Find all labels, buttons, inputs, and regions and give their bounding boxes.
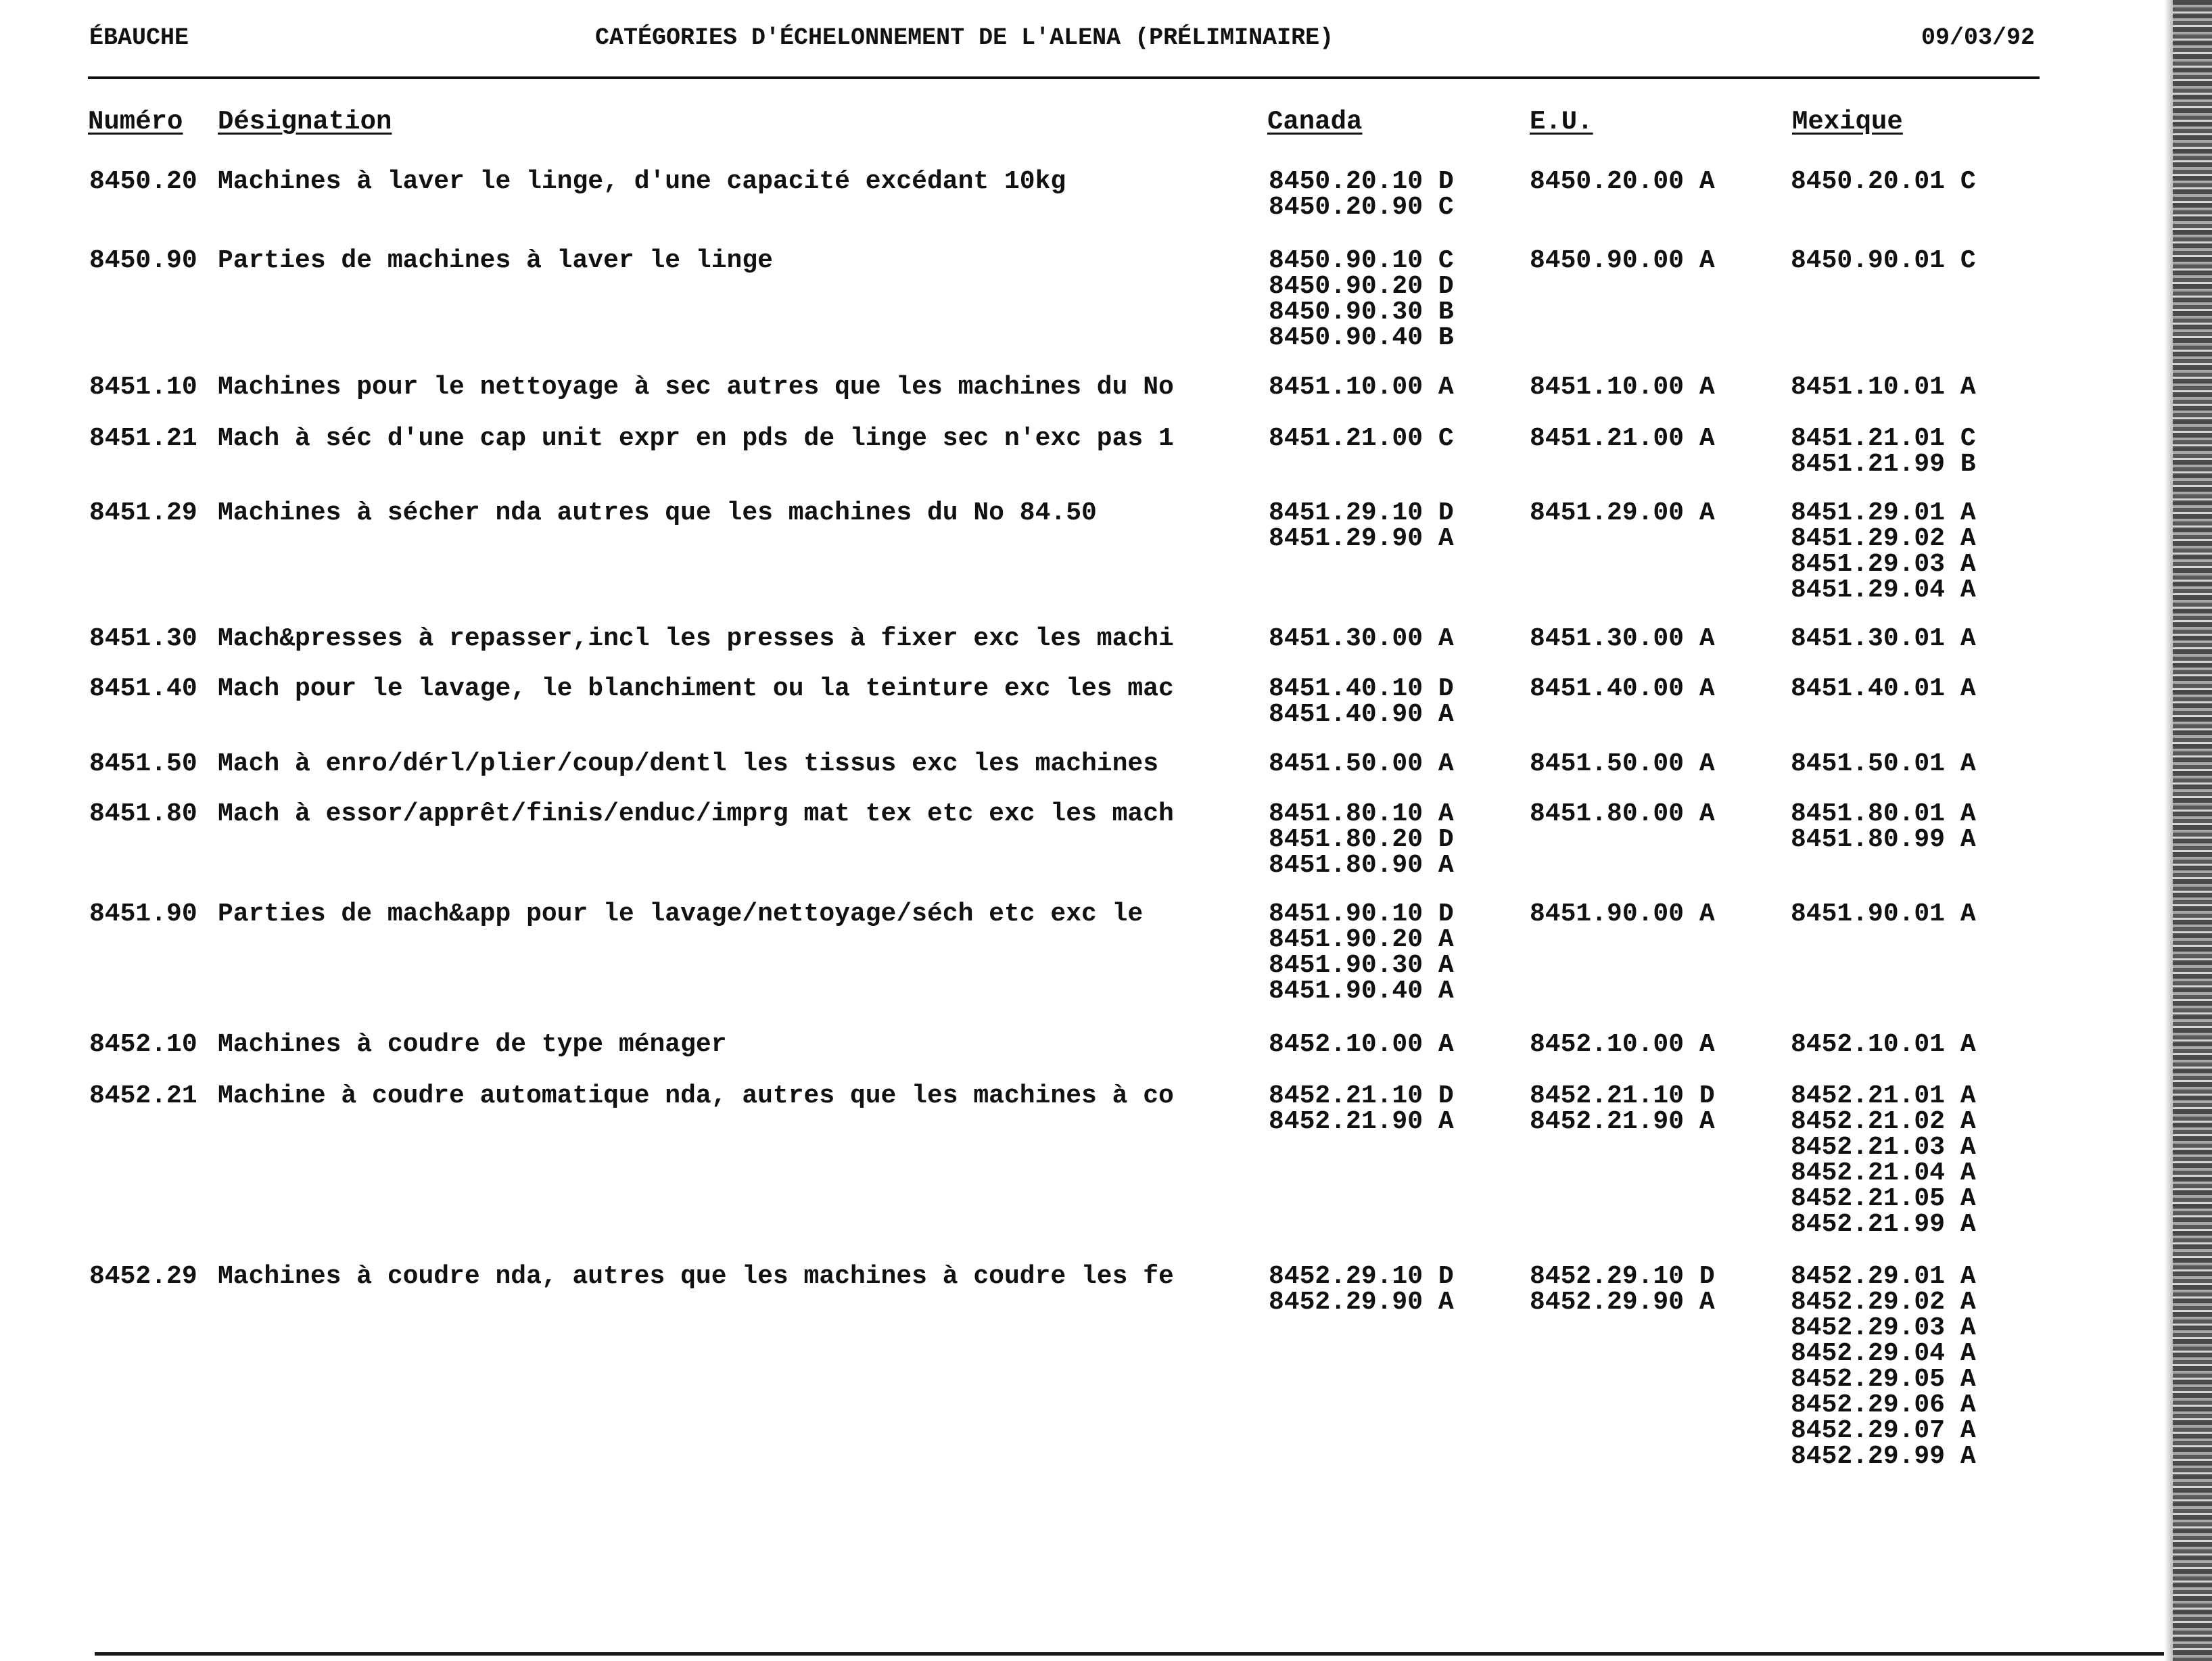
row-canada-codes [1269,500,1454,552]
canada-code: 8450.90.40 B [1269,323,1454,352]
row-mexique-codes [1791,375,1976,400]
row-mexique-codes [1791,1083,1976,1238]
row-numero: 8451.80 [89,799,197,828]
row-designation: Machine à coudre automatique nda, autres que les machines à co [218,1081,1174,1110]
row-numero: 8450.20 [89,167,197,196]
mexique-code: 8452.21.02 A [1791,1107,1976,1136]
canada-code: 8451.29.10 D [1269,498,1454,528]
row-canada-codes [1269,676,1454,728]
eu-code: 8451.29.00 A [1530,498,1715,528]
row-numero: 8451.90 [89,899,197,929]
mexique-code: 8452.21.01 A [1791,1081,1976,1110]
mexique-code: 8451.21.99 B [1791,450,1976,479]
row-designation: Mach à séc d'une cap unit expr en pds de linge sec n'exc pas 1 [218,424,1174,453]
mexique-code: 8452.29.06 A [1791,1390,1976,1420]
mexique-code: 8451.50.01 A [1791,749,1976,778]
document-date: 09/03/92 [1921,24,2035,51]
row-numero: 8452.21 [89,1081,197,1110]
mexique-code: 8452.21.03 A [1791,1133,1976,1162]
row-mexique-codes [1791,801,1976,853]
row-mexique-codes [1791,248,1976,274]
row-eu-codes [1530,751,1715,777]
mexique-code: 8451.29.02 A [1791,524,1976,553]
canada-code: 8451.80.90 A [1269,851,1454,880]
canada-code: 8451.80.20 D [1269,825,1454,854]
row-mexique-codes [1791,751,1976,777]
eu-code: 8450.20.00 A [1530,167,1715,196]
canada-code: 8452.29.10 D [1269,1262,1454,1291]
column-header-canada: Canada [1267,107,1363,137]
header-rule [88,76,2040,79]
row-mexique-codes [1791,500,1976,603]
row-eu-codes [1530,426,1715,452]
canada-code: 8451.21.00 C [1269,424,1454,453]
mexique-code: 8451.80.99 A [1791,825,1976,854]
eu-code: 8452.29.90 A [1530,1288,1715,1317]
canada-code: 8451.10.00 A [1269,373,1454,402]
row-numero: 8451.50 [89,749,197,778]
eu-code: 8451.30.00 A [1530,624,1715,653]
row-designation: Machines à coudre de type ménager [218,1030,727,1059]
row-designation: Parties de machines à laver le linge [218,246,773,275]
canada-code: 8452.10.00 A [1269,1030,1454,1059]
mexique-code: 8452.21.99 A [1791,1210,1976,1239]
row-designation: Mach pour le lavage, le blanchiment ou la teinture exc les mac [218,674,1174,703]
eu-code: 8452.21.90 A [1530,1107,1715,1136]
mexique-code: 8450.90.01 C [1791,246,1976,275]
canada-code: 8451.90.10 D [1269,899,1454,929]
row-designation: Machines à sécher nda autres que les machines du No 84.50 [218,498,1097,528]
document-title: CATÉGORIES D'ÉCHELONNEMENT DE L'ALENA (PRÉLIMINAIRE) [595,24,1334,51]
row-eu-codes [1530,375,1715,400]
canada-code: 8450.90.30 B [1269,298,1454,327]
row-canada-codes [1269,375,1454,400]
canada-code: 8451.90.40 A [1269,977,1454,1006]
canada-code: 8450.90.20 D [1269,272,1454,301]
canada-code: 8451.40.10 D [1269,674,1454,703]
eu-code: 8451.80.00 A [1530,799,1715,828]
canada-code: 8450.20.90 C [1269,193,1454,222]
row-canada-codes [1269,899,1454,1006]
mexique-code: 8452.29.05 A [1791,1365,1976,1394]
mexique-code: 8452.29.99 A [1791,1442,1976,1471]
row-numero: 8451.21 [89,424,197,453]
mexique-code: 8452.29.07 A [1791,1416,1976,1445]
row-designation: Mach&presses à repasser,incl les presses à fixer exc les machi [218,624,1174,653]
mexique-code: 8451.29.04 A [1791,576,1976,605]
canada-code: 8451.40.90 A [1269,700,1454,729]
row-designation: Mach à enro/dérl/plier/coup/dentl les tissus exc les machines [218,749,1159,778]
row-eu-codes [1530,1264,1715,1315]
row-canada-codes [1269,1083,1454,1135]
row-numero: 8451.40 [89,674,197,703]
canada-code: 8452.21.90 A [1269,1107,1454,1136]
row-mexique-codes [1791,426,1976,477]
eu-code: 8451.50.00 A [1530,749,1715,778]
row-designation: Machines à coudre nda, autres que les machines à coudre les fe [218,1262,1174,1291]
row-designation: Mach à essor/apprêt/finis/enduc/imprg mat tex etc exc les mach [218,799,1174,828]
eu-code: 8452.21.10 D [1530,1081,1715,1110]
row-numero: 8451.30 [89,624,197,653]
row-eu-codes [1530,169,1715,195]
column-header-eu: E.U. [1530,107,1593,137]
row-eu-codes [1530,1083,1715,1135]
row-eu-codes [1530,500,1715,526]
column-header-numero: Numéro [88,107,183,137]
eu-code: 8452.10.00 A [1530,1030,1715,1059]
mexique-code: 8452.29.02 A [1791,1288,1976,1317]
row-numero: 8450.90 [89,246,197,275]
row-canada-codes [1269,1264,1454,1315]
scan-edge [2173,0,2212,1661]
row-mexique-codes [1791,626,1976,652]
mexique-code: 8452.29.04 A [1791,1339,1976,1368]
row-numero: 8452.29 [89,1262,197,1291]
canada-code: 8452.21.10 D [1269,1081,1454,1110]
column-header-mexique: Mexique [1792,107,1903,137]
canada-code: 8451.50.00 A [1269,749,1454,778]
row-designation: Machines pour le nettoyage à sec autres que les machines du No [218,373,1174,402]
row-numero: 8451.10 [89,373,197,402]
scan-shadow [2165,0,2173,1661]
mexique-code: 8452.21.04 A [1791,1159,1976,1188]
row-mexique-codes [1791,899,1976,929]
canada-code: 8451.90.20 A [1269,925,1454,954]
canada-code: 8451.30.00 A [1269,624,1454,653]
row-canada-codes [1269,751,1454,777]
row-mexique-codes [1791,1032,1976,1058]
mexique-code: 8451.90.01 A [1791,899,1976,929]
canada-code: 8451.90.30 A [1269,951,1454,980]
mexique-code: 8451.40.01 A [1791,674,1976,703]
row-eu-codes [1530,1032,1715,1058]
row-eu-codes [1530,248,1715,274]
mexique-code: 8451.29.01 A [1791,498,1976,528]
row-eu-codes [1530,801,1715,827]
eu-code: 8450.90.00 A [1530,246,1715,275]
eu-code: 8451.21.00 A [1530,424,1715,453]
mexique-code: 8452.29.03 A [1791,1313,1976,1342]
canada-code: 8451.29.90 A [1269,524,1454,553]
row-numero: 8451.29 [89,498,197,528]
canada-code: 8452.29.90 A [1269,1288,1454,1317]
row-canada-codes [1269,1032,1454,1058]
mexique-code: 8452.21.05 A [1791,1184,1976,1213]
row-mexique-codes [1791,169,1976,195]
row-mexique-codes [1791,1264,1976,1470]
row-designation: Parties de mach&app pour le lavage/nettoyage/séch etc exc le [218,899,1144,929]
row-canada-codes [1269,801,1454,879]
mexique-code: 8451.21.01 C [1791,424,1976,453]
mexique-code: 8452.10.01 A [1791,1030,1976,1059]
canada-code: 8450.20.10 D [1269,167,1454,196]
mexique-code: 8450.20.01 C [1791,167,1976,196]
eu-code: 8451.40.00 A [1530,674,1715,703]
row-canada-codes [1269,426,1454,452]
bottom-rule [95,1652,2164,1656]
row-canada-codes [1269,626,1454,652]
row-eu-codes [1530,676,1715,702]
mexique-code: 8451.29.03 A [1791,550,1976,579]
mexique-code: 8451.10.01 A [1791,373,1976,402]
eu-code: 8451.90.00 A [1530,899,1715,929]
row-canada-codes [1269,169,1454,220]
mexique-code: 8451.30.01 A [1791,624,1976,653]
canada-code: 8451.80.10 A [1269,799,1454,828]
mexique-code: 8452.29.01 A [1791,1262,1976,1291]
row-canada-codes [1269,248,1454,351]
column-header-designation: Désignation [218,107,392,137]
header-left-label: ÉBAUCHE [89,24,189,51]
eu-code: 8452.29.10 D [1530,1262,1715,1291]
row-numero: 8452.10 [89,1030,197,1059]
row-eu-codes [1530,626,1715,652]
row-mexique-codes [1791,676,1976,702]
mexique-code: 8451.80.01 A [1791,799,1976,828]
eu-code: 8451.10.00 A [1530,373,1715,402]
canada-code: 8450.90.10 C [1269,246,1454,275]
row-eu-codes [1530,899,1715,929]
row-designation: Machines à laver le linge, d'une capacité excédant 10kg [218,167,1066,196]
